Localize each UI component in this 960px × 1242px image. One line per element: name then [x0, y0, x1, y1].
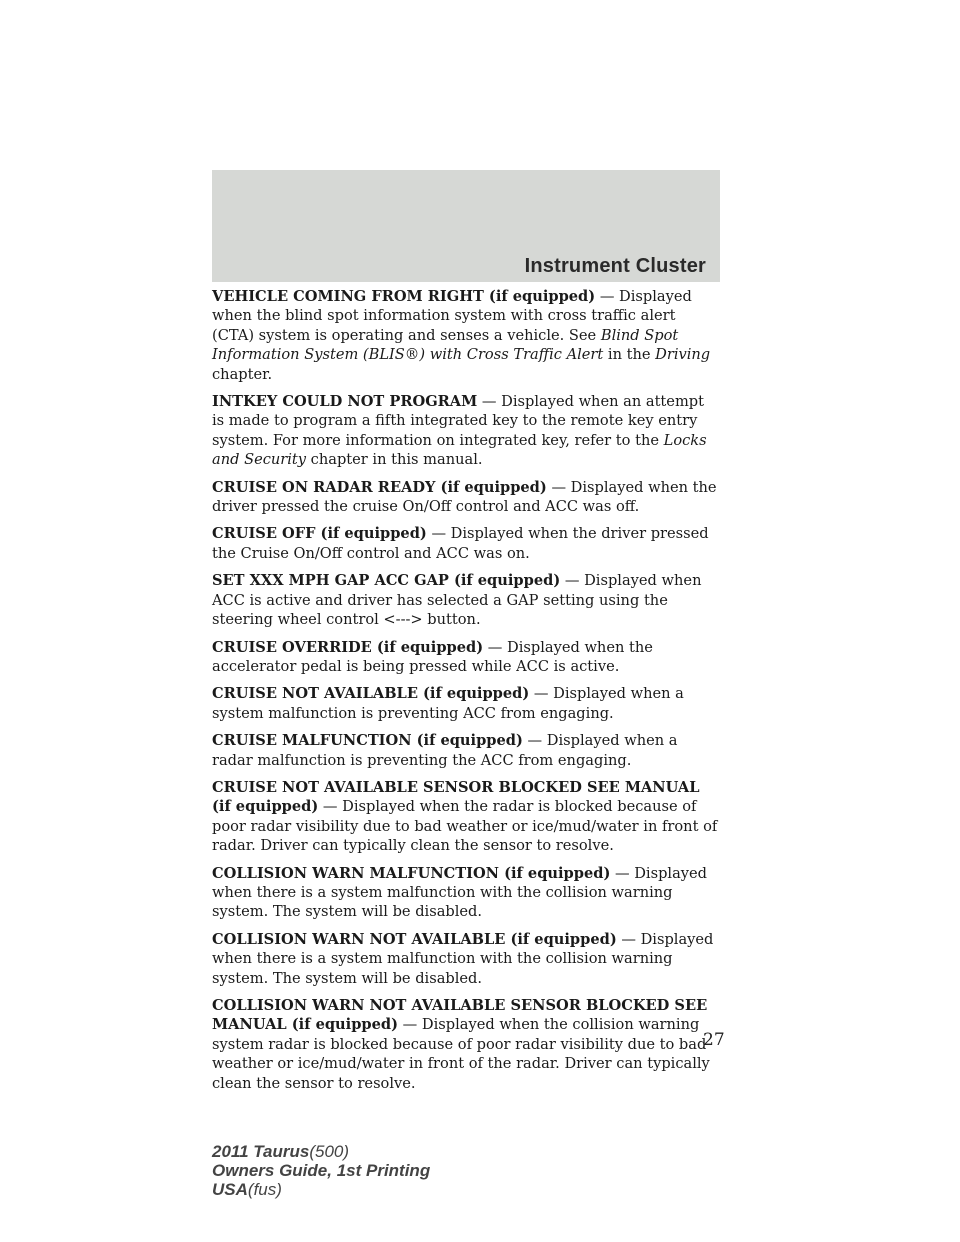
entry-text-end: chapter in this manual. — [306, 451, 483, 469]
footer-market-code: (fus) — [247, 1180, 282, 1199]
footer-edition: Owners Guide, 1st Printing — [212, 1161, 431, 1180]
section-title: Instrument Cluster — [524, 255, 706, 277]
section-header — [212, 170, 720, 282]
entry-term: CRUISE OVERRIDE (if equipped) — [212, 638, 484, 656]
entry-text: — Displayed when a system malfunction is preventing ACC from engaging. — [212, 685, 684, 722]
footer-model: 2011 Taurus — [212, 1142, 310, 1161]
message-list — [212, 287, 720, 1101]
entry-text: — Displayed when the driver pressed the cruise On/Off control and ACC was off. — [212, 478, 717, 516]
entry-term: VEHICLE COMING FROM RIGHT (if equipped) — [212, 288, 596, 305]
entry-text-end: chapter. — [212, 365, 273, 383]
footer-model-code: (500) — [309, 1142, 350, 1161]
entry-collision-warn-sensor-blocked — [212, 996, 720, 1093]
page-number: 27 — [703, 1030, 725, 1050]
entry-text: — Displayed when there is a system malfunction with the collision warning system. The system will be disabled. — [212, 930, 714, 987]
entry-term: CRUISE NOT AVAILABLE SENSOR BLOCKED SEE MANUAL (if equipped) — [212, 778, 700, 816]
entry-term: COLLISION WARN NOT AVAILABLE (if equipped) — [212, 930, 617, 948]
entry-text: — Displayed when the blind spot information system with cross traffic alert (CTA) system is operating and senses a vehicle. See — [212, 288, 692, 344]
entry-cruise-off — [212, 524, 720, 563]
entry-term: SET XXX MPH GAP ACC GAP (if equipped) — [212, 572, 561, 590]
entry-text: — Displayed when ACC is active and driver has selected a GAP setting using the steering wheel control <---> button. — [212, 572, 702, 629]
entry-text-mid: in the — [603, 346, 656, 364]
entry-reference: Blind Spot Information System (BLIS®) with Cross Traffic Alert — [212, 326, 679, 364]
entry-term: CRUISE OFF (if equipped) — [212, 525, 427, 543]
entry-reference-chapter: Driving — [655, 346, 711, 364]
entry-cruise-override — [212, 638, 720, 677]
entry-term: CRUISE MALFUNCTION (if equipped) — [212, 732, 523, 750]
entry-term: CRUISE NOT AVAILABLE (if equipped) — [212, 685, 530, 703]
entry-cruise-not-available — [212, 684, 720, 723]
entry-text: — Displayed when the collision warning system radar is blocked because of poor radar visibility due to bad weather or ice/mud/water in front of the radar. Driver can typically clean the sensor to resolve. — [212, 1016, 710, 1092]
print-footer — [212, 1142, 430, 1199]
entry-text: — Displayed when there is a system malfunction with the collision warning system. The system will be disabled. — [212, 864, 708, 921]
footer-market: USA — [212, 1180, 248, 1199]
entry-term: COLLISION WARN NOT AVAILABLE SENSOR BLOCKED SEE MANUAL (if equipped) — [212, 997, 708, 1034]
entry-text: — Displayed when an attempt is made to program a fifth integrated key to the remote key entry system. For more information on integrated key, refer to the — [212, 393, 704, 449]
entry-intkey-could-not-program — [212, 392, 720, 470]
entry-collision-warn-not-available — [212, 930, 720, 988]
entry-text: — Displayed when the accelerator pedal is being pressed while ACC is active. — [212, 638, 653, 675]
entry-text: — Displayed when the radar is blocked because of poor radar visibility due to bad weather or ice/mud/water in front of radar. Driver can typically clean the sensor to resolve. — [212, 798, 718, 855]
entry-cruise-on-radar-ready — [212, 478, 720, 517]
entry-term: CRUISE ON RADAR READY (if equipped) — [212, 478, 547, 496]
entry-set-gap — [212, 571, 720, 629]
entry-collision-warn-malfunction — [212, 864, 720, 922]
entry-text: — Displayed when a radar malfunction is preventing the ACC from engaging. — [212, 732, 678, 769]
entry-term: COLLISION WARN MALFUNCTION (if equipped) — [212, 864, 611, 882]
entry-text: — Displayed when the driver pressed the Cruise On/Off control and ACC was on. — [212, 525, 709, 562]
entry-cruise-malfunction — [212, 731, 720, 770]
entry-vehicle-coming-from-right — [212, 287, 720, 384]
footer-model-line — [212, 1142, 430, 1161]
entry-term: INTKEY COULD NOT PROGRAM — [212, 393, 478, 411]
footer-market-line — [212, 1180, 430, 1199]
entry-reference: Locks and Security — [212, 431, 707, 469]
entry-cruise-sensor-blocked — [212, 778, 720, 856]
